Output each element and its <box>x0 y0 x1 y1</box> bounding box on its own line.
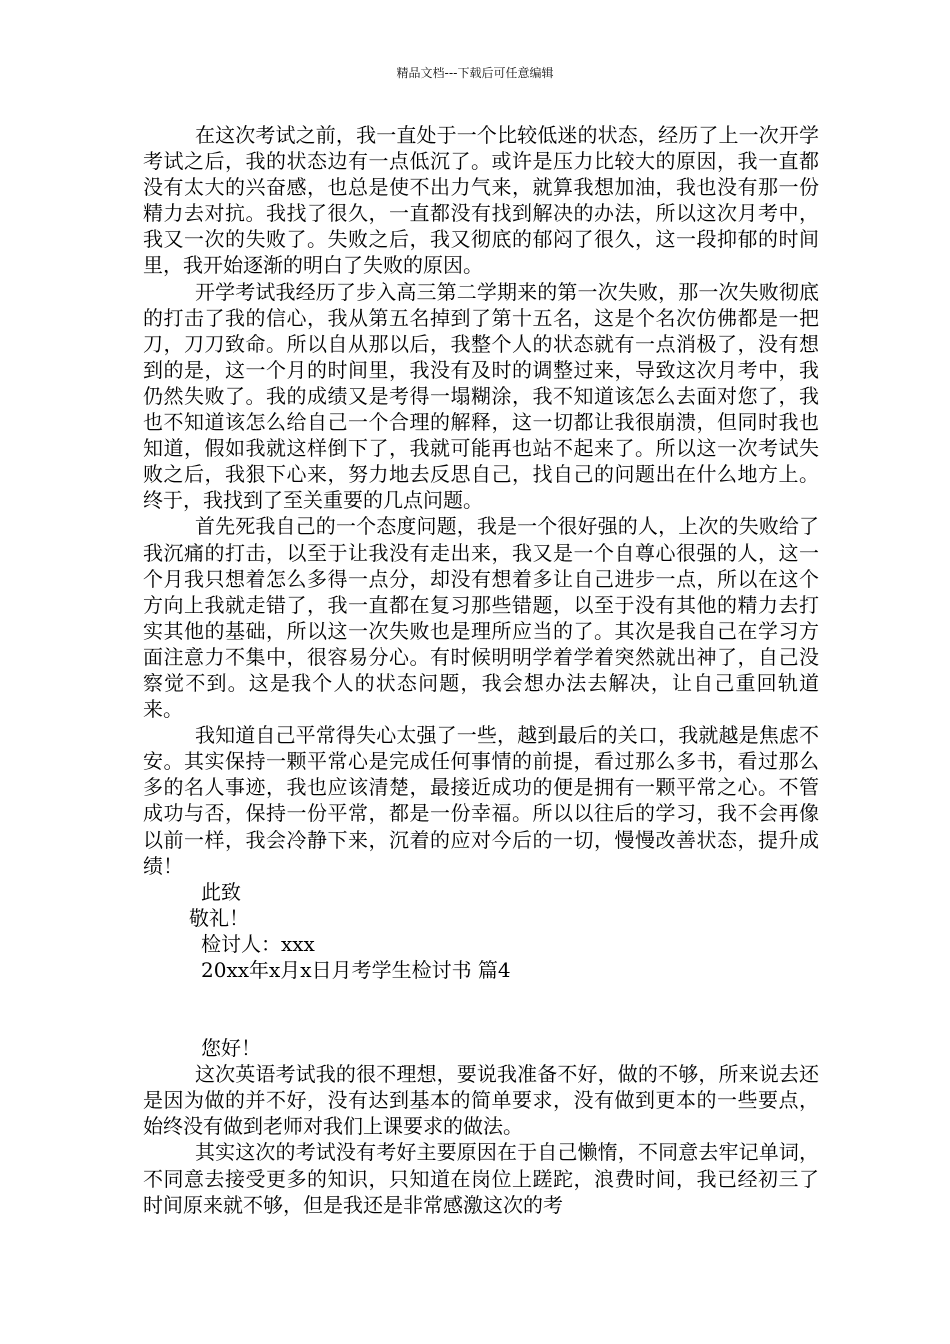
greeting-line: 您好！ <box>201 1036 261 1061</box>
paragraph-6: 其实这次的考试没有考好主要原因在于自己懒惰，不同意去牢记单词，不同意去接受更多的知识，只知道在岗位上蹉跎，浪费时间，我已经初三了时间原来就不够，但是我还是非常感激这次的考 <box>143 1140 819 1217</box>
paragraph-3: 首先死我自己的一个态度问题，我是一个很好强的人，上次的失败给了我沉痛的打击，以至于让我没有走出来，我又是一个自尊心很强的人，这一个月我只想着怎么多得一点分，却没有想着多让自己进步一点，所以在这个方向上我就走错了，我一直都在复习那些错题，以至于没有其他的精力去打实其他的基础，所以这一次失败也是理所应当的了。其次是我自己在学习方面注意力不集中，很容易分心。有时候明明学着学着突然就出神了，自己没察觉不到。这是我个人的状态问题，我会想办法去解决，让自己重回轨道来。 <box>143 514 819 722</box>
paragraph-2: 开学考试我经历了步入高三第二学期来的第一次失败，那一次失败彻底的打击了我的信心，我从第五名掉到了第十五名，这是个名次仿佛都是一把刀，刀刀致命。所以自从那以后，我整个人的状态就有一点消极了，没有想到的是，这一个月的时间里，我没有及时的调整过来，导致这次月考中，我仍然失败了。我的成绩又是考得一塌糊涂，我不知道该怎么去面对您了，我也不知道该怎么给自己一个合理的解释，这一切都让我很崩溃，但同时我也知道，假如我就这样倒下了，我就可能再也站不起来了。所以这一次考试失败之后，我狠下心来，努力地去反思自己，找自己的问题出在什么地方上。终于，我找到了至关重要的几点问题。 <box>143 279 819 513</box>
paragraph-4: 我知道自己平常得失心太强了一些，越到最后的关口，我就越是焦虑不安。其实保持一颗平常心是完成任何事情的前提，看过那么多书，看过那么多的名人事迹，我也应该清楚，最接近成功的便是拥有一颗平常之心。不管成功与否，保持一份平常，都是一份幸福。所以以往后的学习，我不会再像以前一样，我会冷静下来，沉着的应对今后的一切，慢慢改善状态，提升成绩！ <box>143 723 819 878</box>
blank-space <box>143 983 819 1035</box>
signer-line: 检讨人：xxx <box>201 931 315 956</box>
closing-line: 此致 <box>201 879 241 904</box>
paragraph-5: 这次英语考试我的很不理想，要说我准备不好，做的不够，所来说去还是因为做的并不好，没有达到基本的简单要求，没有做到更本的一些要点，始终没有做到老师对我们上课要求的做法。 <box>143 1062 819 1139</box>
salute-line: 敬礼！ <box>189 905 249 930</box>
section-title: 20xx年x月x日月考学生检讨书 篇4 <box>201 958 511 982</box>
page-header: 精品文档---下载后可任意编辑 <box>396 66 554 80</box>
document-body <box>143 122 819 1218</box>
paragraph-1: 在这次考试之前，我一直处于一个比较低迷的状态，经历了上一次开学考试之后，我的状态边有一点低沉了。或许是压力比较大的原因，我一直都没有太大的兴奋感，也总是使不出力气来，就算我想加油，我也没有那一份精力去对抗。我找了很久，一直都没有找到解决的办法，所以这次月考中，我又一次的失败了。失败之后，我又彻底的郁闷了很久，这一段抑郁的时间里，我开始逐渐的明白了失败的原因。 <box>143 123 819 278</box>
